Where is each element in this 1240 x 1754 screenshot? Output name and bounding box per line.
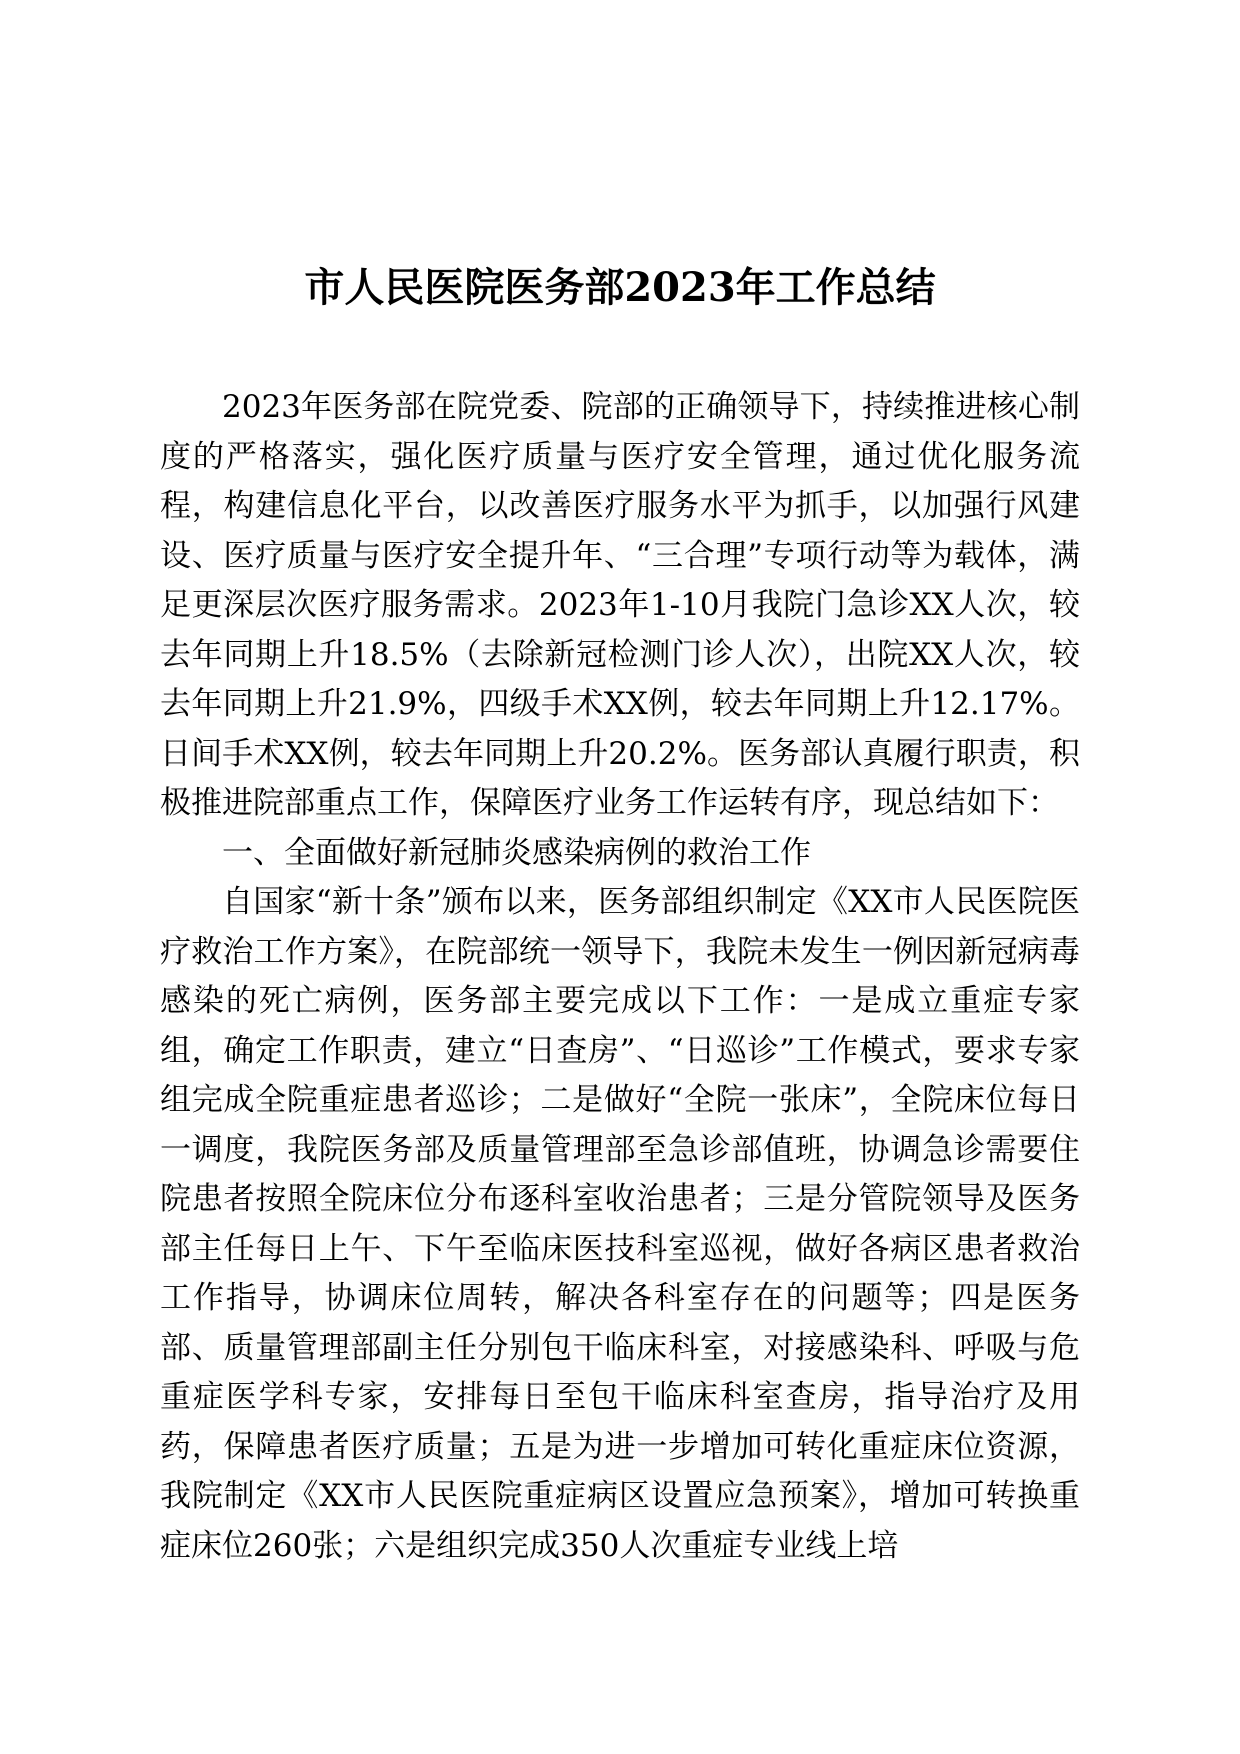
intro-paragraph: 2023年医务部在院党委、院部的正确领导下，持续推进核心制度的严格落实，强化医疗质量与医疗安全管理，通过优化服务流程，构建信息化平台，以改善医疗服务水平为抓手，以加强行风建设、医疗质量与医疗安全提升年、“三合理”专项行动等为载体，满足更深层次医疗服务需求。2023年1-10月我院门急诊XX人次，较去年同期上升18.5%（去除新冠检测门诊人次），出院XX人次，较去年同期上升21.9%，四级手术XX例，较去年同期上升12.17%。日间手术XX例，较去年同期上升20.2%。医务部认真履行职责，积极推进院部重点工作，保障医疗业务工作运转有序，现总结如下： (160, 389, 1080, 821)
section-paragraph: 自国家“新十条”颁布以来，医务部组织制定《XX市人民医院医疗救治工作方案》，在院部统一领导下，我院未发生一例因新冠病毒感染的死亡病例，医务部主要完成以下工作：一是成立重症专家组，确定工作职责，建立“日查房”、“日巡诊”工作模式，要求专家组完成全院重症患者巡诊；二是做好“全院一张床”，全院床位每日一调度，我院医务部及质量管理部至急诊部值班，协调急诊需要住院患者按照全院床位分布逐科室收治患者；三是分管院领导及医务部主任每日上午、下午至临床医技科室巡视，做好各病区患者救治工作指导，协调床位周转，解决各科室存在的问题等；四是医务部、质量管理部副主任分别包干临床科室，对接感染科、呼吸与危重症医学科专家，安排每日至包干临床科室查房，指导治疗及用药，保障患者医疗质量；五是为进一步增加可转化重症床位资源，我院制定《XX市人民医院重症病区设置应急预案》，增加可转换重症床位260张；六是组织完成350人次重症专业线上培 (160, 884, 1080, 1564)
section-heading: 一、全面做好新冠肺炎感染病例的救治工作 (222, 834, 811, 871)
document-body (160, 383, 1080, 1571)
document-title: 市人民医院医务部2023年工作总结 (304, 264, 936, 311)
